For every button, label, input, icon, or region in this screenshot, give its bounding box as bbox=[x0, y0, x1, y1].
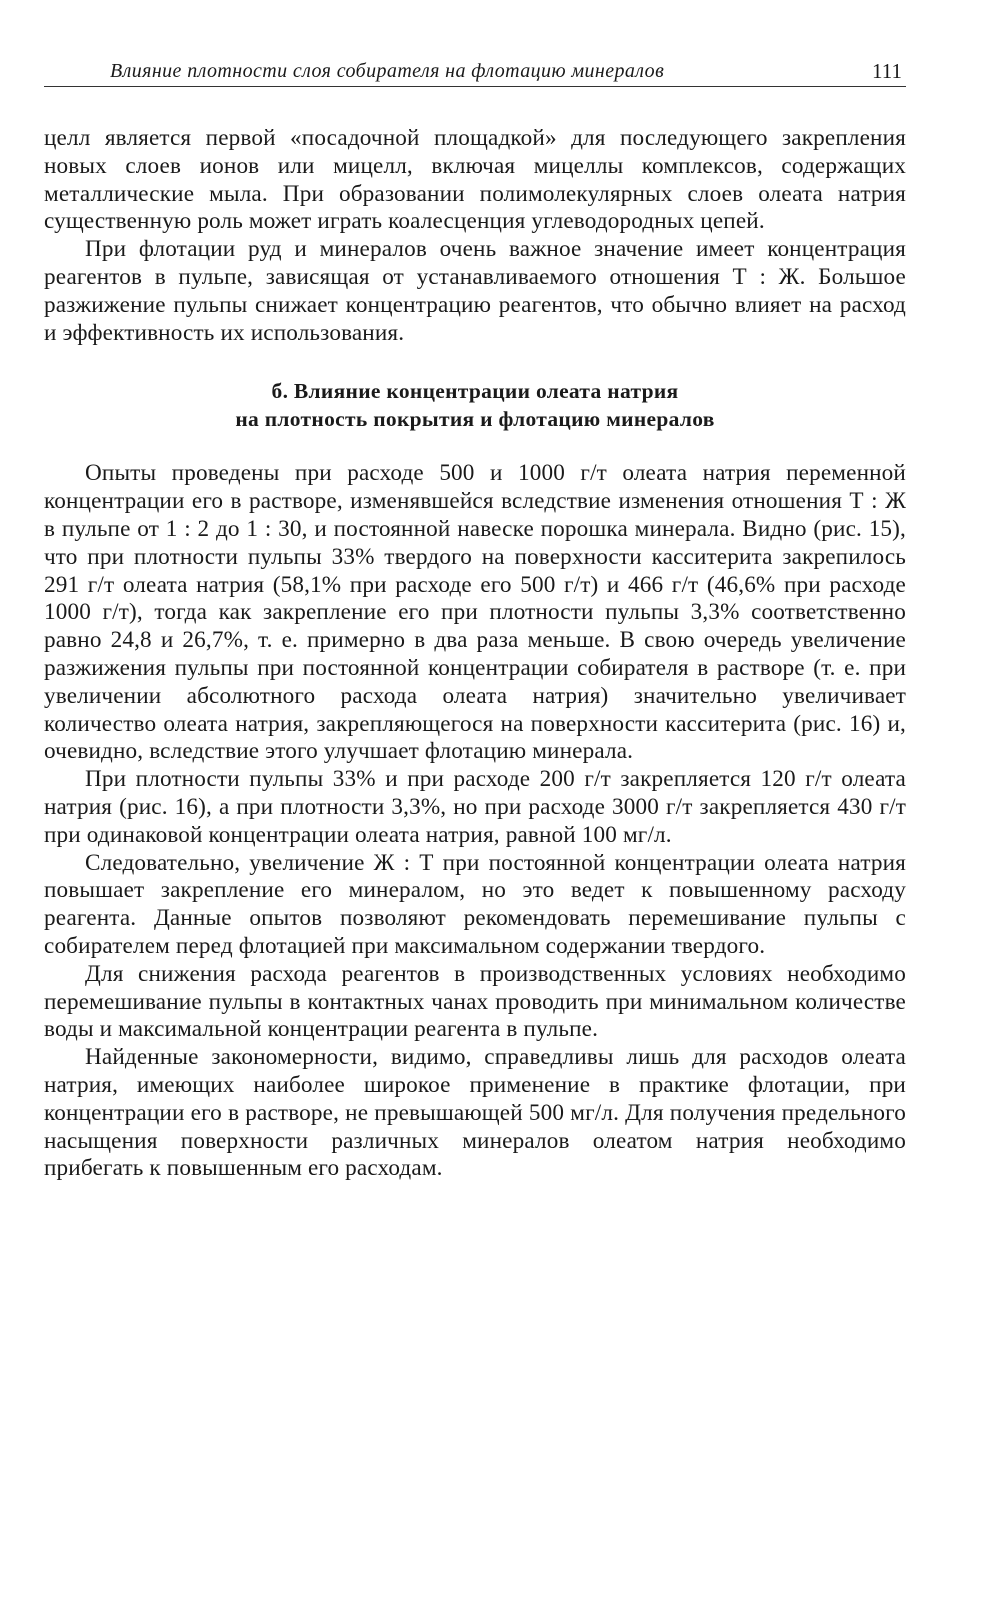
running-title: Влияние плотности слоя собирателя на флотацию минералов bbox=[110, 60, 665, 82]
body-text bbox=[44, 125, 906, 1183]
section-heading-line: на плотность покрытия и флотацию минералов bbox=[235, 406, 715, 431]
section-heading-line: б. Влияние концентрации олеата натрия bbox=[271, 379, 679, 404]
section-heading bbox=[44, 378, 906, 433]
paragraph: При плотности пульпы 33% и при расходе 200 г/т закрепляется 120 г/т олеата натрия (рис. 16), а при плотности 3,3%, но при расходе 3000 г/т закрепляется 430 г/т при одинаковой концентрации олеата натрия, равной 100 мг/л. bbox=[44, 766, 906, 848]
book-page bbox=[44, 52, 906, 1183]
paragraph: целл является первой «посадочной площадкой» для последующего закрепления новых слоев ионов или мицелл, включая мицеллы комплексов, содержащих металлические мыла. При образовании полимолекулярных слоев олеата натрия существенную роль может играть коалесценция углеводородных цепей. bbox=[44, 125, 906, 235]
running-header bbox=[44, 52, 906, 87]
paragraph: Для снижения расхода реагентов в производственных условиях необходимо перемешивание пульпы в контактных чанах проводить при минимальном количестве воды и максимальной концентрации реагента в пульпе. bbox=[44, 960, 906, 1043]
paragraph: Следовательно, увеличение Ж : Т при постоянной концентрации олеата натрия повышает закрепление его минералом, но это ведет к повышенному расходу реагента. Данные опытов позволяют рекомендовать перемешивание пульпы с собирателем перед флотацией при максимальном содержании твердого. bbox=[44, 849, 906, 959]
paragraph: При флотации руд и минералов очень важное значение имеет концентрация реагентов в пульпе, зависящая от устанавливаемого отношения Т : Ж. Большое разжижение пульпы снижает концентрацию реагентов, что обычно влияет на расход и эффективность их использования. bbox=[44, 236, 906, 346]
page-number: 111 bbox=[872, 59, 902, 83]
paragraph: Найденные закономерности, видимо, справедливы лишь для расходов олеата натрия, имеющих наиболее широкое применение в практике флотации, при концентрации его в растворе, не превышающей 500 мг/л. Для получения предельного насыщения поверхности различных минералов олеатом натрия необходимо прибегать к повышенным его расходам. bbox=[44, 1044, 906, 1182]
paragraph: Опыты проведены при расходе 500 и 1000 г/т олеата натрия переменной концентрации его в растворе, изменявшейся вследствие изменения отношения Т : Ж в пульпе от 1 : 2 до 1 : 30, и постоянной навеске порошка минерала. Видно (рис. 15), что при плотности пульпы 33% твердого на поверхности касситерита закрепилось 291 г/т олеата натрия (58,1% при расходе его 500 г/т) и 466 г/т (46,6% при расходе 1000 г/т), тогда как закрепление его при плотности пульпы 3,3% соответственно равно 24,8 и 26,7%, т. е. примерно в два раза меньше. В свою очередь увеличение разжижения пульпы при постоянной концентрации собирателя в растворе (т. е. при увеличении абсолютного расхода олеата натрия) значительно увеличивает количество олеата натрия, закрепляющегося на поверхности касситерита (рис. 16) и, очевидно, вследствие этого улучшает флотацию минерала. bbox=[44, 460, 906, 765]
